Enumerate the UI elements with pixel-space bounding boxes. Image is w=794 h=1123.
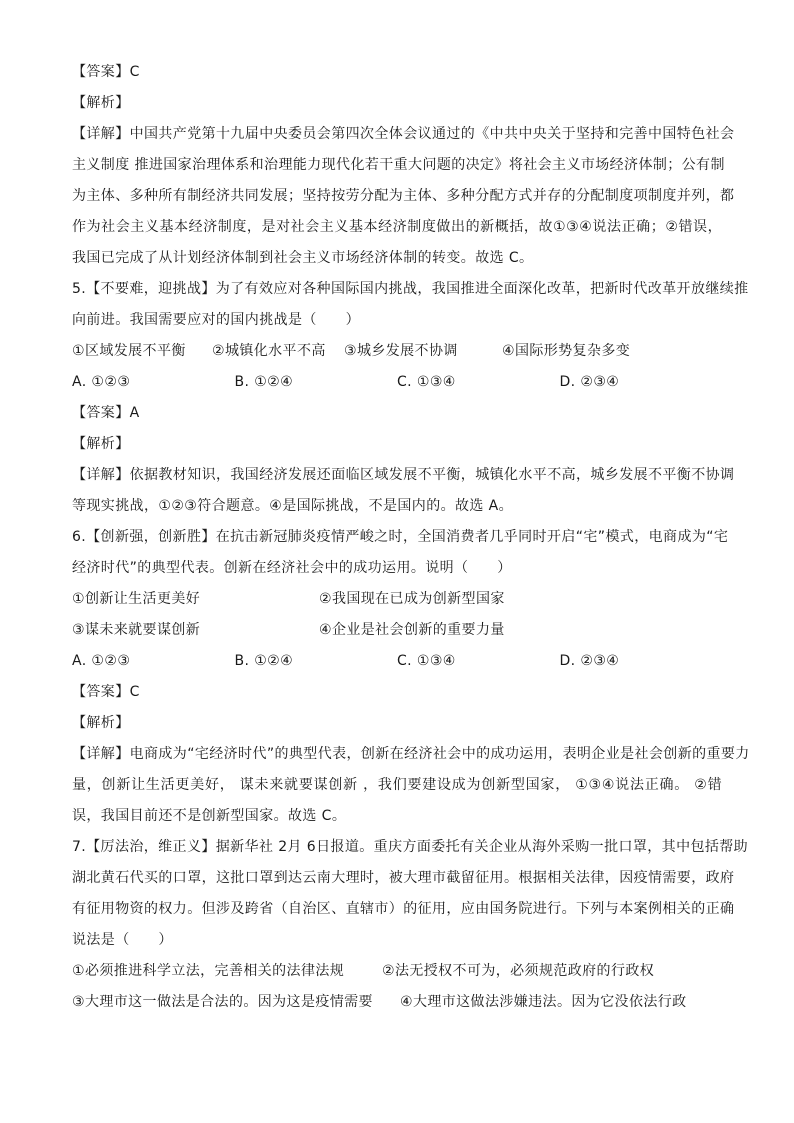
q6-option: ④企业是社会创新的重要力量 (319, 622, 505, 638)
q6-answer: 【答案】C (72, 684, 140, 700)
q5-choice-b: B. ①②④ (234, 374, 294, 390)
q4-analysis-heading: 【解析】 (72, 95, 130, 111)
q5-choice-c: C. ①③④ (397, 374, 456, 390)
q7-stem: 说法是（ ） (72, 932, 173, 948)
q6-options-row (72, 589, 722, 609)
q6-option: ①创新让生活更美好 (72, 591, 201, 607)
q5-choices (72, 372, 722, 392)
q7-option: ①必须推进科学立法，完善相关的法律法规 (72, 963, 345, 979)
q4-detail-line: 作为社会主义基本经济制度，是对社会主义基本经济制度做出的新概括，故①③④说法正确；②错误， (72, 219, 722, 235)
q5-stem: 向前进。我国需要应对的国内挑战是（ ） (72, 312, 360, 328)
q5-option: ②城镇化水平不高 (212, 343, 326, 359)
q5-option: ④国际形势复杂多变 (502, 343, 631, 359)
q7-stem: 7.【厉法治，维正义】据新华社 2月 6日报道。重庆方面委托有关企业从海外采购一批口罩，其中包括帮助 (72, 839, 749, 855)
q7-stem: 有征用物资的权力。但涉及跨省（自治区、直辖市）的征用，应由国务院进行。下列与本案例相关的正确 (72, 901, 735, 917)
q5-analysis-heading: 【解析】 (72, 436, 130, 452)
q7-stem: 湖北黄石代买的口罩，这批口罩到达云南大理时，被大理市截留征用。根据相关法律，因疫情需要，政府 (72, 870, 735, 886)
q6-detail-line: 量，创新让生活更美好， 谋未来就要谋创新 ，我们要建设成为创新型国家， ①③④说法正确。 ②错 (72, 777, 722, 793)
q6-choice-c: C. ①③④ (397, 653, 456, 669)
q7-option: ②法无授权不可为，必须规范政府的行政权 (382, 963, 655, 979)
q6-detail-line: 误，我国目前还不是创新型国家。故选 C。 (72, 808, 347, 824)
document-page (72, 62, 750, 1023)
q7-option: ③大理市这一做法是合法的。因为这是疫情需要 (72, 994, 373, 1010)
q5-options (72, 341, 722, 361)
q6-option: ③谋未来就要谋创新 (72, 622, 201, 638)
q6-choice-a: A. ①②③ (72, 653, 131, 669)
q6-choices (72, 651, 722, 671)
q4-detail-line: 【详解】中国共产党第十九届中央委员会第四次全体会议通过的《中共中央关于坚持和完善中国特色社会 (72, 126, 735, 142)
q5-option: ③城乡发展不协调 (344, 343, 458, 359)
q6-choice-d: D. ②③④ (559, 653, 620, 669)
q7-options-row (72, 992, 722, 1012)
q7-options-row (72, 961, 722, 981)
q4-detail-line: 主义制度 推进国家治理体系和治理能力现代化若干重大问题的决定》将社会主义市场经济体制；公有制 (72, 157, 725, 173)
q5-option: ①区域发展不平衡 (72, 343, 186, 359)
q6-detail-line: 【详解】电商成为“宅经济时代”的典型代表，创新在经济社会中的成功运用，表明企业是社会创新的重要力 (72, 746, 750, 762)
q4-detail-line: 为主体、多种所有制经济共同发展；坚持按劳分配为主体、多种分配方式并存的分配制度项制度并列，都 (72, 188, 735, 204)
q6-option: ②我国现在已成为创新型国家 (319, 591, 505, 607)
q6-analysis-heading: 【解析】 (72, 715, 130, 731)
q4-answer: 【答案】C (72, 64, 140, 80)
q4-detail-line: 我国已完成了从计划经济体制到社会主义市场经济体制的转变。故选 C。 (72, 250, 534, 266)
q7-option: ④大理市这做法涉嫌违法。因为它没依法行政 (400, 994, 687, 1010)
q5-choice-d: D. ②③④ (559, 374, 620, 390)
q5-detail-line: 等现实挑战，①②③符合题意。④是国际挑战，不是国内的。故选 A。 (72, 498, 514, 514)
q5-stem: 5.【不要难，迎挑战】为了有效应对各种国际国内挑战，我国推进全面深化改革，把新时代改革开放继续推 (72, 281, 749, 297)
q5-answer: 【答案】A (72, 405, 140, 421)
q6-stem: 6.【创新强，创新胜】在抗击新冠肺炎疫情严峻之时，全国消费者几乎同时开启“宅”模式，电商成为“宅 (72, 529, 729, 545)
q6-options-row (72, 620, 722, 640)
q5-choice-a: A. ①②③ (72, 374, 131, 390)
q5-detail-line: 【详解】依据教材知识，我国经济发展还面临区域发展不平衡，城镇化水平不高，城乡发展不平衡不协调 (72, 467, 735, 483)
q6-choice-b: B. ①②④ (234, 653, 294, 669)
q6-stem: 经济时代”的典型代表。创新在经济社会中的成功运用。说明（ ） (72, 560, 512, 576)
